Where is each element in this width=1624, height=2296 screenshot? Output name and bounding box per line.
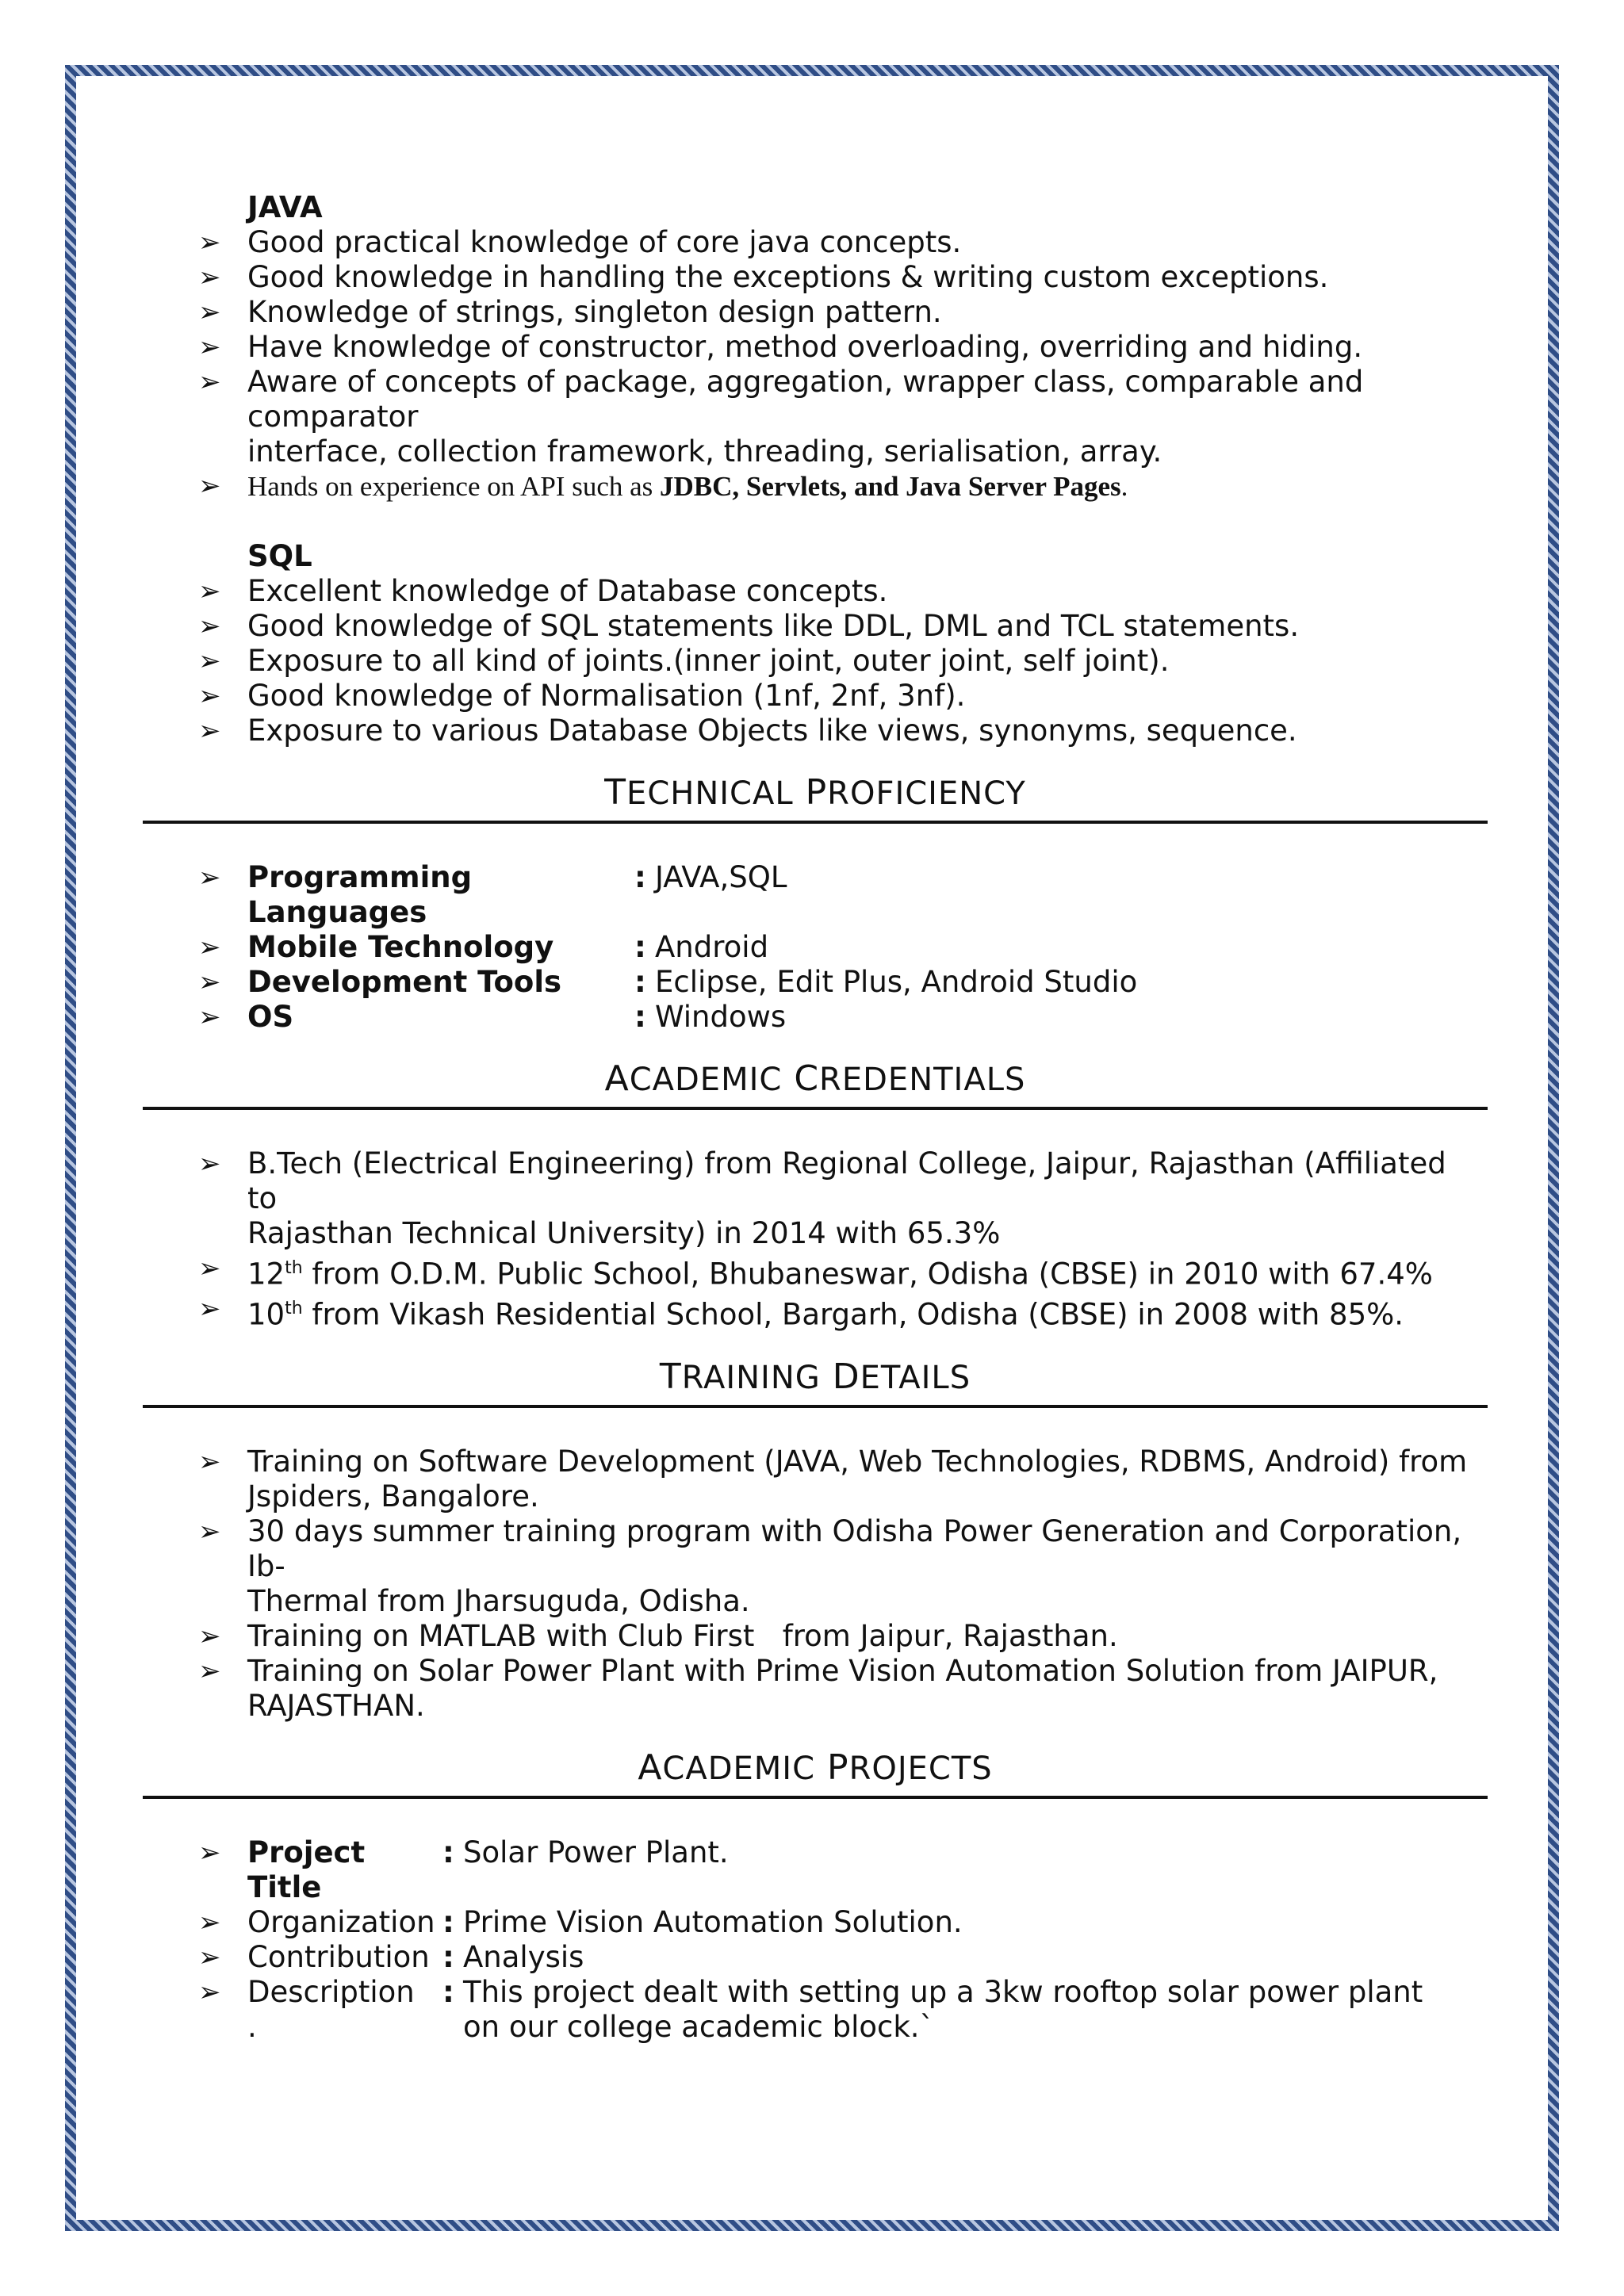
- list-item: ➢ Aware of concepts of package, aggregation, wrapper class, comparable and comparator interface, collection framework, threading, serialisation, array.: [198, 365, 1364, 469]
- list-item: ➢ Good knowledge in handling the exceptions & writing custom exceptions.: [198, 260, 1329, 294]
- arrow-bullet-icon: ➢: [198, 297, 221, 328]
- list-item: ➢ Training on MATLAB with Club First from Jaipur, Rajasthan.: [198, 1618, 1118, 1653]
- list-item: ➢ Training on Solar Power Plant with Prime Vision Automation Solution from JAIPUR, RAJASTHAN.: [198, 1653, 1438, 1723]
- section-title-academic-projects: ACADEMIC PROJECTS: [143, 1751, 1488, 1799]
- academic-credentials-list: [198, 1146, 1483, 1333]
- sql-heading: SQL: [247, 539, 312, 573]
- arrow-bullet-icon: ➢: [198, 1976, 221, 2008]
- list-item: ➢ 12th from O.D.M. Public School, Bhubaneswar, Odisha (CBSE) in 2010 with 67.4%: [198, 1253, 1433, 1292]
- list-item: ➢ Good knowledge of Normalisation (1nf, 2nf, 3nf).: [198, 679, 966, 713]
- list-item: ➢ Have knowledge of constructor, method overloading, overriding and hiding.: [198, 330, 1363, 364]
- list-item: ➢ Good knowledge of SQL statements like DDL, DML and TCL statements.: [198, 609, 1300, 643]
- list-item: ➢ 30 days summer training program with Odisha Power Generation and Corporation, Ib- Thermal from Jharsuguda, Odisha.: [198, 1513, 1462, 1618]
- list-item: ➢ Knowledge of strings, singleton design pattern.: [198, 295, 942, 329]
- training-details-list: [198, 1445, 1483, 1724]
- arrow-bullet-icon: ➢: [198, 1620, 221, 1652]
- section-title-technical-proficiency: TECHNICAL PROFICIENCY: [143, 775, 1488, 824]
- arrow-bullet-icon: ➢: [198, 966, 221, 998]
- list-item: ➢ Development Tools : Eclipse, Edit Plus, Android Studio: [198, 965, 1138, 999]
- arrow-bullet-icon: ➢: [198, 1253, 221, 1284]
- list-item: ➢ Organization : Prime Vision Automation Solution.: [198, 1904, 963, 1939]
- list-item: ➢ Description : This project dealt with setting up a 3kw rooftop solar power plant: [198, 1974, 1423, 2009]
- list-item: ➢ Programming Languages : JAVA,SQL: [198, 860, 787, 929]
- list-item: ➢ 10th from Vikash Residential School, Bargarh, Odisha (CBSE) in 2008 with 85%.: [198, 1293, 1404, 1332]
- arrow-bullet-icon: ➢: [198, 610, 221, 642]
- arrow-bullet-icon: ➢: [198, 331, 221, 363]
- section-title-academic-credentials: ACADEMIC CREDENTIALS: [143, 1062, 1488, 1110]
- arrow-bullet-icon: ➢: [198, 1515, 221, 1548]
- arrow-bullet-icon: ➢: [198, 862, 221, 894]
- arrow-bullet-icon: ➢: [198, 366, 221, 398]
- arrow-bullet-icon: ➢: [198, 715, 221, 747]
- arrow-bullet-icon: ➢: [198, 1655, 221, 1687]
- arrow-bullet-icon: ➢: [198, 227, 221, 258]
- list-item-api: ➢ Hands on experience on API such as JDBC, Servlets, and Java Server Pages.: [198, 469, 1483, 504]
- arrow-bullet-icon: ➢: [198, 1941, 221, 1973]
- arrow-bullet-icon: ➢: [198, 576, 221, 607]
- list-item: ➢ Excellent knowledge of Database concepts.: [198, 574, 888, 608]
- arrow-bullet-icon: ➢: [198, 645, 221, 677]
- list-item-continuation: . on our college academic block.`: [247, 2009, 935, 2044]
- arrow-bullet-icon: ➢: [198, 1445, 221, 1478]
- list-item: ➢ Exposure to all kind of joints.(inner joint, outer joint, self joint).: [198, 644, 1170, 678]
- technical-proficiency-list: [198, 860, 1483, 1035]
- list-item: ➢ B.Tech (Electrical Engineering) from Regional College, Jaipur, Rajasthan (Affiliated to Rajasthan Technical University) in 2014 with 65.3%: [198, 1146, 1446, 1250]
- arrow-bullet-icon: ➢: [198, 262, 221, 293]
- list-item: ➢ Contribution : Analysis: [198, 1939, 584, 1974]
- arrow-bullet-icon: ➢: [198, 680, 221, 712]
- arrow-bullet-icon: ➢: [198, 1836, 221, 1869]
- academic-projects-list: [198, 1835, 1483, 2045]
- list-item: ➢ Mobile Technology : Android: [198, 930, 769, 964]
- arrow-bullet-icon: ➢: [198, 1001, 221, 1033]
- arrow-bullet-icon: ➢: [198, 472, 221, 501]
- java-heading: JAVA: [247, 190, 323, 224]
- arrow-bullet-icon: ➢: [198, 1293, 221, 1326]
- arrow-bullet-icon: ➢: [198, 932, 221, 963]
- list-item: ➢ Training on Software Development (JAVA, Web Technologies, RDBMS, Android) from Jspiders, Bangalore.: [198, 1444, 1468, 1513]
- arrow-bullet-icon: ➢: [198, 1148, 221, 1180]
- resume-content: [198, 190, 1483, 2045]
- list-item: ➢ Good practical knowledge of core java concepts.: [198, 225, 962, 259]
- arrow-bullet-icon: ➢: [198, 1906, 221, 1938]
- list-item: ➢ Project Title : Solar Power Plant.: [198, 1835, 729, 1904]
- section-title-training-details: TRAINING DETAILS: [143, 1360, 1488, 1408]
- list-item: ➢ OS : Windows: [198, 1000, 787, 1034]
- list-item: ➢ Exposure to various Database Objects like views, synonyms, sequence.: [198, 714, 1297, 748]
